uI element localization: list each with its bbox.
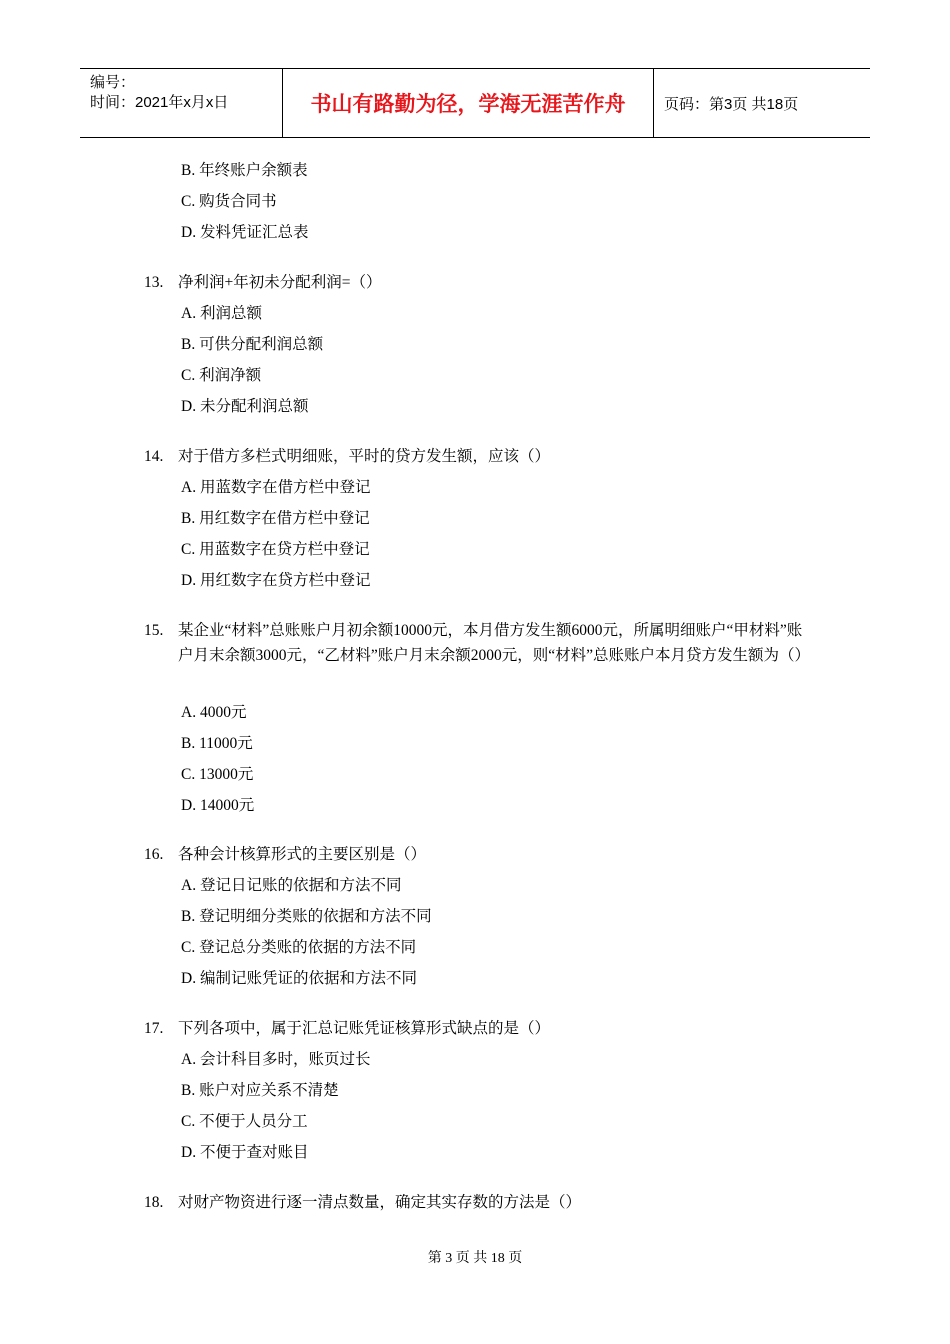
header-meta <box>80 69 282 137</box>
question-text: 对财产物资进行逐一清点数量，确定其实存数的方法是（） <box>178 1194 582 1211</box>
question-14 <box>144 444 824 469</box>
option-item: B. 用红数字在借方栏中登记 <box>181 510 370 527</box>
header-page-info: 页码：第3页 共18页 <box>664 95 799 113</box>
question-16 <box>144 842 824 867</box>
option-item: C. 用蓝数字在贷方栏中登记 <box>181 541 370 558</box>
question-number: 13. <box>144 274 164 291</box>
option-item: D. 编制记账凭证的依据和方法不同 <box>181 970 417 987</box>
option-item: C. 登记总分类账的依据的方法不同 <box>181 939 417 956</box>
option-item: D. 14000元 <box>181 797 255 814</box>
question-number: 15. <box>144 622 164 639</box>
question-number: 18. <box>144 1194 164 1211</box>
question-text: 各种会计核算形式的主要区别是（） <box>178 846 427 863</box>
document-number-label: 编号： <box>90 74 136 91</box>
option-item: A. 4000元 <box>181 704 247 721</box>
option-item: B. 年终账户余额表 <box>181 162 308 179</box>
question-text: 某企业“材料”总账账户月初余额10000元，本月借方发生额6000元，所属明细账户“甲材料”账户月末余额3000元，“乙材料”账户月末余额2000元，则“材料”总账账户本月贷方发生额为（） <box>178 622 811 664</box>
option-item: D. 用红数字在贷方栏中登记 <box>181 572 371 589</box>
option-item: B. 账户对应关系不清楚 <box>181 1082 339 1099</box>
question-text: 净利润+年初未分配利润=（） <box>178 274 382 291</box>
option-item: C. 利润净额 <box>181 367 262 384</box>
option-item: D. 未分配利润总额 <box>181 398 309 415</box>
option-item: A. 会计科目多时，账页过长 <box>181 1051 371 1068</box>
option-item: B. 登记明细分类账的依据和方法不同 <box>181 908 432 925</box>
option-item: C. 13000元 <box>181 766 254 783</box>
option-item: A. 利润总额 <box>181 305 262 322</box>
document-time-label: 时间：2021年x月x日 <box>90 94 229 111</box>
question-18 <box>144 1190 824 1215</box>
option-item: B. 11000元 <box>181 735 253 752</box>
question-15 <box>144 618 824 668</box>
page-header <box>80 68 870 138</box>
option-item: B. 可供分配利润总额 <box>181 336 324 353</box>
header-motto: 书山有路勤为径，学海无涯苦作舟 <box>282 69 654 137</box>
question-13 <box>144 270 824 295</box>
option-item: C. 购货合同书 <box>181 193 277 210</box>
question-number: 14. <box>144 448 164 465</box>
question-number: 16. <box>144 846 164 863</box>
option-item: A. 用蓝数字在借方栏中登记 <box>181 479 371 496</box>
page-footer: 第 3 页 共 18 页 <box>427 1251 523 1266</box>
option-item: D. 不便于查对账目 <box>181 1144 309 1161</box>
question-text: 下列各项中，属于汇总记账凭证核算形式缺点的是（） <box>178 1020 551 1037</box>
option-item: C. 不便于人员分工 <box>181 1113 308 1130</box>
option-item: D. 发料凭证汇总表 <box>181 224 309 241</box>
question-number: 17. <box>144 1020 164 1037</box>
option-item: A. 登记日记账的依据和方法不同 <box>181 877 402 894</box>
question-17 <box>144 1016 824 1041</box>
question-text: 对于借方多栏式明细账，平时的贷方发生额，应该（） <box>178 448 551 465</box>
